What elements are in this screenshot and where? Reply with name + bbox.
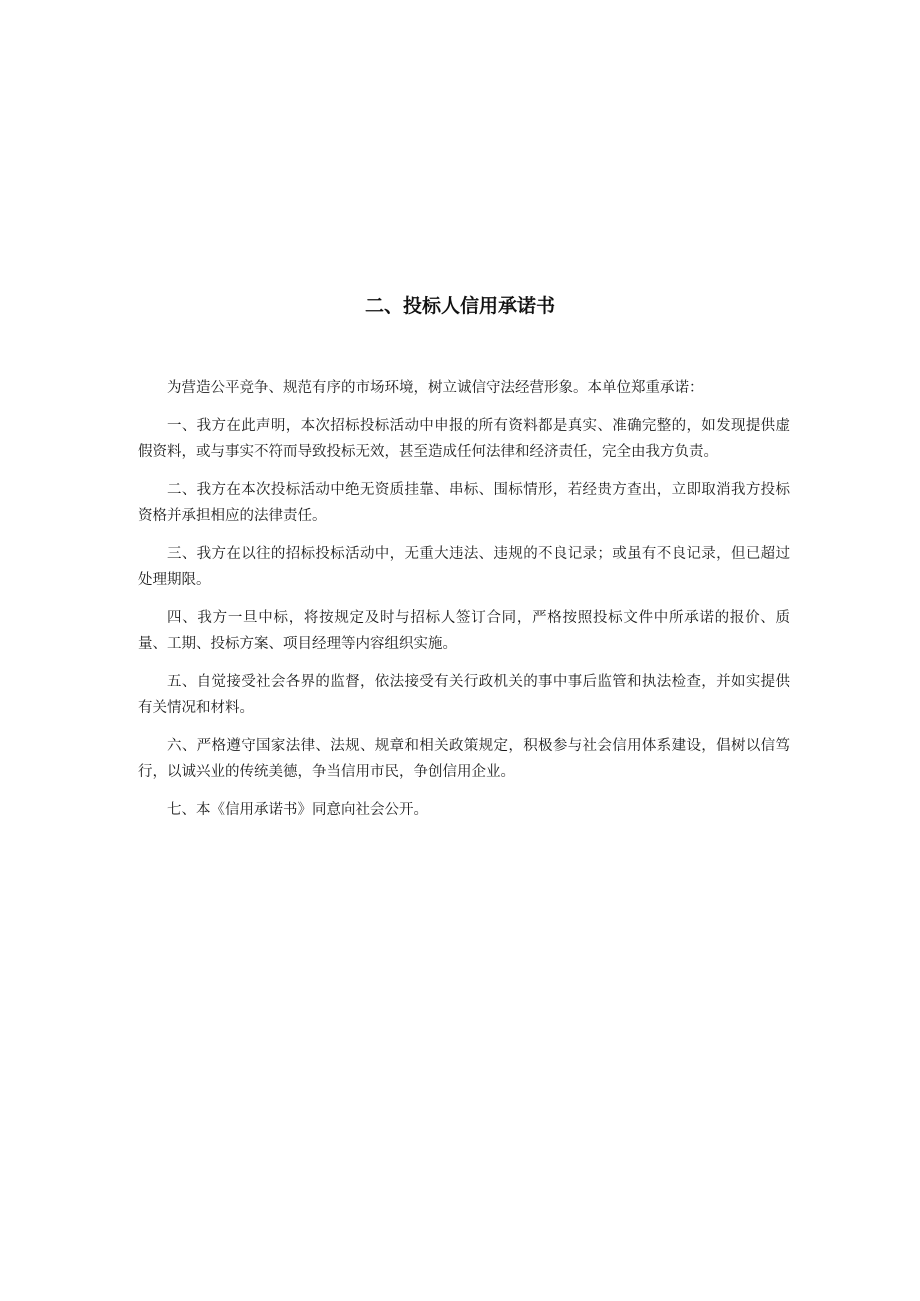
paragraph-clause-5: 五、自觉接受社会各界的监督，依法接受有关行政机关的事中事后监管和执法检查，并如实提供有关情况和材料。	[138, 674, 790, 716]
paragraph-clause-4: 四、我方一旦中标，将按规定及时与招标人签订合同，严格按照投标文件中所承诺的报价、质量、工期、投标方案、项目经理等内容组织实施。	[138, 610, 790, 652]
document-title: 二、投标人信用承诺书	[364, 295, 555, 317]
paragraph-clause-2: 二、我方在本次投标活动中绝无资质挂靠、串标、围标情形，若经贵方查出，立即取消我方投标资格并承担相应的法律责任。	[138, 482, 790, 524]
paragraph-clause-6: 六、严格遵守国家法律、法规、规章和相关政策规定，积极参与社会信用体系建设，倡树以信笃行，以诚兴业的传统美德，争当信用市民，争创信用企业。	[138, 738, 790, 780]
document-body	[138, 375, 790, 823]
paragraph-clause-3: 三、我方在以往的招标投标活动中，无重大违法、违规的不良记录；或虽有不良记录，但已超过处理期限。	[138, 546, 790, 588]
paragraph-clause-7: 七、本《信用承诺书》同意向社会公开。	[167, 802, 428, 818]
paragraph-intro: 为营造公平竞争、规范有序的市场环境，树立诚信守法经营形象。本单位郑重承诺：	[167, 380, 704, 396]
paragraph-clause-1: 一、我方在此声明，本次招标投标活动中申报的所有资料都是真实、准确完整的，如发现提供虚假资料，或与事实不符而导致投标无效，甚至造成任何法律和经济责任，完全由我方负责。	[138, 418, 790, 460]
